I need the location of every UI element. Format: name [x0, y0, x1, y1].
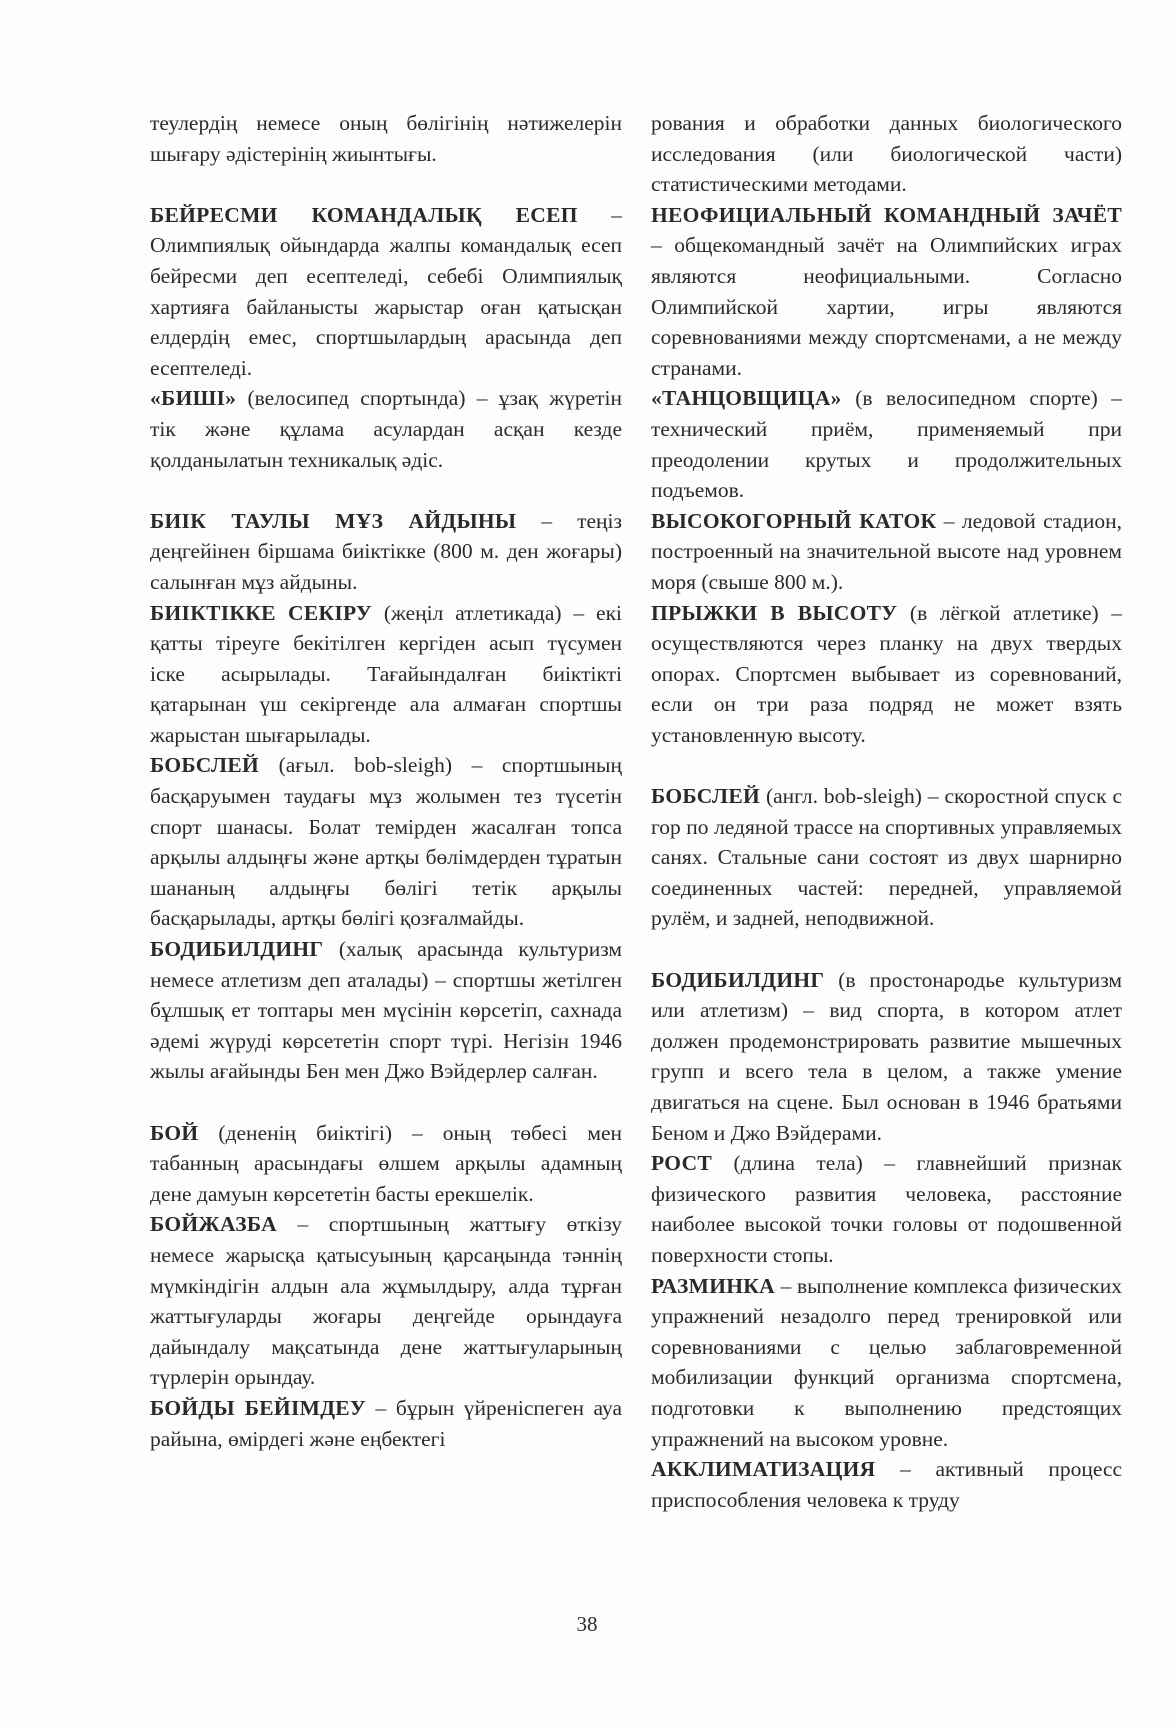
entry-term: РАЗМИНКА [651, 1273, 775, 1298]
left-column-kazakh [150, 108, 622, 1454]
entry-term: БОЙЖАЗБА [150, 1212, 277, 1237]
dictionary-entry [651, 1271, 1122, 1455]
entry-definition: – ледовой стадион, построенный на значительной высоте над уровнем моря (свыше 800 м.). [651, 508, 1122, 594]
entry-term: АККЛИМАТИЗАЦИЯ [651, 1457, 876, 1482]
dictionary-entry [651, 1454, 1122, 1515]
dictionary-entry [651, 200, 1122, 384]
entry-definition: (халық арасында культуризм немесе атлетизм деп аталады) – спортшы жетілген бұлшық ет топтары мен мүсінін көрсетіп, сахнада әдемі жүруді көрсететін спорт түрі. Негізін 1946 жылы ағайынды Бен мен Джо Вэйдерлер салған. [150, 937, 622, 1084]
entry-term: БОЙДЫ БЕЙІМДЕУ [150, 1395, 367, 1420]
dictionary-entry [150, 750, 622, 934]
dictionary-entry [150, 200, 622, 384]
dictionary-entry [150, 1393, 622, 1454]
entry-definition: – активный процесс приспособления человека к труду [651, 1457, 1122, 1512]
dictionary-entry [150, 108, 622, 169]
entry-definition: (дененің биіктігі) – оның төбесі мен табанның арасындағы өлшем арқылы адамның дене дамуын көрсететін басты ерекшелік. [150, 1120, 622, 1206]
entry-term: БОДИБИЛДИНГ [150, 937, 324, 962]
dictionary-entry [651, 965, 1122, 1149]
entry-definition: – выполнение комплекса физических упражнений незадолго перед тренировкой или соревнованиями с целью заблаговременной мобилизации функций организма спортсмена, подготовки к выполнению предстоящих упражнений на высоком уровне. [651, 1273, 1122, 1451]
dictionary-entry [150, 598, 622, 751]
entry-term: ПРЫЖКИ В ВЫСОТУ [651, 600, 898, 625]
dictionary-entry [651, 1148, 1122, 1270]
dictionary-entry [150, 934, 622, 1087]
entry-definition: рования и обработки данных биологического исследования (или биологической части) статистическими методами. [651, 111, 1122, 197]
entry-definition: (в простонародье культуризм или атлетизм) – вид спорта, в котором атлет должен продемонстрировать развитие мышечных групп и всего тела в целом, а также умение двигаться на сцене. Был основан в 1946 братьями Беном и Джо Вэйдерами. [651, 967, 1122, 1145]
dictionary-entry [150, 1209, 622, 1393]
dictionary-entry [150, 383, 622, 475]
entry-definition: – бұрын үйреніспеген ауа райына, өмірдегі және еңбектегі [150, 1395, 622, 1451]
entry-term: БОДИБИЛДИНГ [651, 967, 825, 992]
dictionary-entry [651, 781, 1122, 934]
entry-definition: (в велосипедном спорте) – технический приём, применяемый при преодолении крутых и продолжительных подъемов. [651, 386, 1122, 503]
dictionary-entry [651, 598, 1122, 751]
entry-term: БИІК ТАУЛЫ МҰЗ АЙДЫНЫ [150, 508, 517, 533]
entry-definition: – Олимпиялық ойындарда жалпы командалық есеп бейресми деп есептеледі, себебі Олимпиялық хартияға байланысты жарыстар оған қатысқан елдердің емес, спортшылардың арасында деп есептеледі. [150, 202, 622, 380]
entry-definition: (в лёгкой атлетике) – осуществляются через планку на двух твердых опорах. Спортсмен выбывает из соревнований, если он три раза подряд не может взять установленную высоту. [651, 600, 1122, 747]
entry-term: «ТАНЦОВЩИЦА» [651, 386, 842, 411]
entry-term: БОБСЛЕЙ [150, 753, 260, 778]
entry-term: БОБСЛЕЙ [651, 784, 761, 809]
entry-definition: теулердің немесе оның бөлігінің нәтижелерін шығару әдістерінің жиынтығы. [150, 111, 622, 166]
entry-term: ВЫСОКОГОРНЫЙ КАТОК [651, 508, 937, 533]
entry-term: «БИШІ» [150, 386, 237, 411]
entry-definition: (длина тела) – главнейший признак физического развития человека, расстояние наиболее высокой точки головы от подошвенной поверхности стопы. [651, 1151, 1122, 1267]
entry-term: БЕЙРЕСМИ КОМАНДАЛЫҚ ЕСЕП [150, 202, 578, 227]
entry-definition: (велосипед спортында) – ұзақ жүретін тік және құлама асулардан асқан кезде қолданылатын техникалық әдіс. [150, 386, 622, 472]
page-number: 38 [576, 1612, 598, 1636]
dictionary-entry [150, 506, 622, 598]
entry-definition: (жеңіл атлетикада) – екі қатты тіреуге бекітілген кергіден асып түсумен іске асырылады. Тағайындалған биіктікті қатарынан үш секіргенде ала алмаған спортшы жарыстан шығарылады. [150, 600, 622, 747]
dictionary-entry [150, 1118, 622, 1210]
entry-definition: – общекомандный зачёт на Олимпийских играх являются неофициальными. Согласно Олимпийской хартии, игры являются соревнованиями между спортсменами, а не между странами. [651, 233, 1122, 380]
entry-definition: (англ. bob-sleigh) – скоростной спуск с гор по ледяной трассе на спортивных управляемых санях. Стальные сани состоят из двух шарнирно соединенных частей: передней, управляемой рулём, и задней, неподвижной. [651, 784, 1122, 931]
entry-term: НЕОФИЦИАЛЬНЫЙ КОМАНДНЫЙ ЗАЧЁТ [651, 202, 1122, 227]
dictionary-entry [651, 506, 1122, 598]
dictionary-entry [651, 108, 1122, 200]
right-column-russian [651, 108, 1122, 1515]
entry-term: БОЙ [150, 1120, 199, 1145]
entry-definition: – теңіз деңгейінен біршама биіктікке (800 м. ден жоғары) салынған мұз айдыны. [150, 508, 622, 594]
entry-definition: (ағыл. bob-sleigh) – спортшының басқаруымен таудағы мұз жолымен тез түсетін спорт шанасы. Болат темірден жасалған топса арқылы алдыңғы және артқы бөлімдерден тұратын шананың алдыңғы бөлігі тетік арқылы басқарылады, артқы бөлігі қозғалмайды. [150, 753, 622, 931]
dictionary-entry [651, 383, 1122, 505]
entry-term: БИІКТІККЕ СЕКІРУ [150, 600, 372, 625]
entry-definition: – спортшының жаттығу өткізу немесе жарысқа қатысуының қарсаңында тәннің мүмкіндігін алдын ала жұмылдыру, алда тұрған жаттығуларды жоғары деңгейде орындауға дайындалу мақсатында дене жаттығуларының түрлерін орындау. [150, 1212, 622, 1390]
entry-term: РОСТ [651, 1151, 713, 1176]
